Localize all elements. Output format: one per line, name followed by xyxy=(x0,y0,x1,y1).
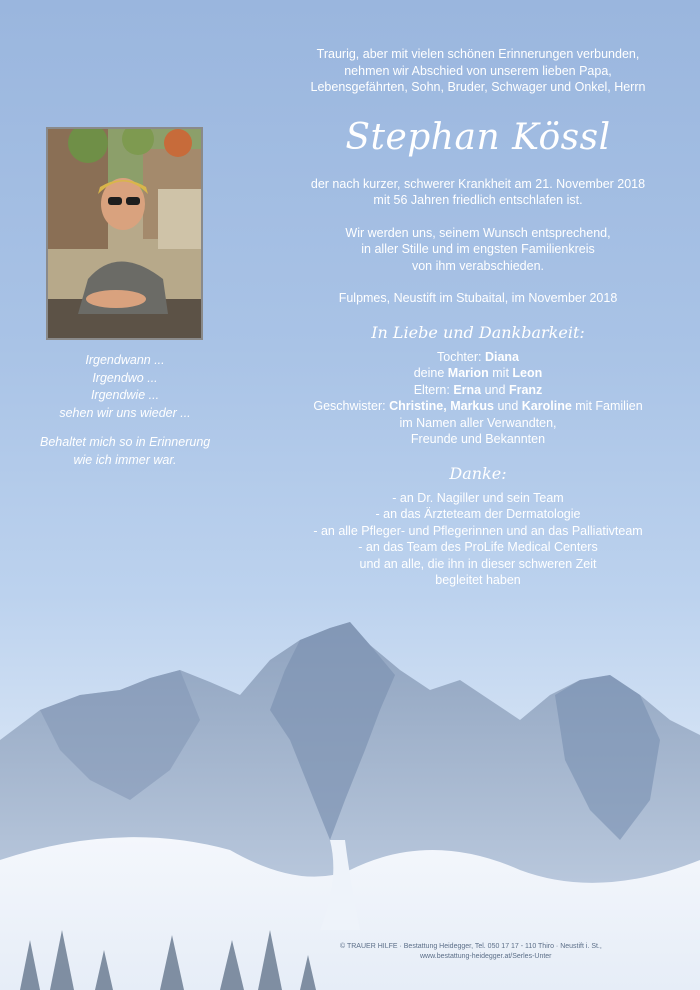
death-notice-line: mit 56 Jahren friedlich entschlafen ist. xyxy=(373,193,583,207)
family-relatives: im Namen aller Verwandten, xyxy=(399,415,557,430)
farewell-line: in aller Stille und im engsten Familienkreis xyxy=(361,242,595,256)
family-name: Diana xyxy=(484,349,519,364)
family-label: und xyxy=(481,382,509,397)
poem-line: Irgendwie ... xyxy=(90,388,160,402)
family-label: deine xyxy=(413,366,448,380)
poem-line: sehen wir uns wieder ... xyxy=(59,405,191,420)
thanks-line: - an das Team des ProLife Medical Centers xyxy=(358,540,598,554)
footer-line: www.bestattung-heidegger.at/Serles-Unter xyxy=(420,953,552,960)
death-notice-line: der nach kurzer, schwerer Krankheit am 21. November 2018 xyxy=(310,176,646,191)
poem-line: Behaltet mich so in Erinnerung xyxy=(40,435,211,449)
thanks-line: und an alle, die ihn in dieser schweren Zeit xyxy=(359,556,597,571)
family-label: Geschwister: xyxy=(313,399,390,413)
intro-line: Traurig, aber mit vielen schönen Erinnerungen verbunden, xyxy=(316,47,640,61)
family-friends: Freunde und Bekannten xyxy=(410,432,546,446)
poem-line: Irgendwo ... xyxy=(92,370,158,385)
family-daughter xyxy=(288,349,668,366)
love-heading: In Liebe und Dankbarkeit: xyxy=(371,322,585,342)
family-label: und xyxy=(493,399,522,413)
family-label: mit xyxy=(488,366,513,380)
intro-paragraph xyxy=(288,46,668,96)
family-label: Eltern: xyxy=(413,382,454,397)
family-name: Marion xyxy=(447,366,489,380)
family-parents xyxy=(288,382,668,399)
thanks-line: - an Dr. Nagiller und sein Team xyxy=(392,490,564,505)
death-notice-paragraph xyxy=(288,176,668,209)
family-label: mit Familien xyxy=(571,399,643,413)
family-list xyxy=(288,349,668,448)
thanks-line: - an das Ärzteteam der Dermatologie xyxy=(375,507,581,521)
family-name: Karoline xyxy=(521,399,572,413)
thanks-list xyxy=(288,490,668,589)
family-siblings xyxy=(288,398,668,415)
thanks-line: begleitet haben xyxy=(435,573,521,587)
family-label: Tochter: xyxy=(437,349,485,364)
thanks-line: - an alle Pfleger- und Pflegerinnen und an das Palliativteam xyxy=(313,523,643,538)
family-son xyxy=(288,365,668,382)
footer-line: © TRAUER HILFE · Bestattung Heidegger, Tel. 050 17 17 - 110 Thiro · Neustift i. St., xyxy=(340,943,602,950)
thanks-heading: Danke: xyxy=(449,463,507,483)
place-date: Fulpmes, Neustift im Stubaital, im November 2018 xyxy=(338,291,618,305)
poem-section xyxy=(40,352,210,469)
farewell-paragraph xyxy=(288,225,668,275)
mountain-landscape-image xyxy=(0,600,700,990)
family-name: Erna xyxy=(453,382,482,397)
family-name: Leon xyxy=(512,366,543,380)
portrait-photo xyxy=(46,127,203,340)
notice-text xyxy=(288,46,668,589)
intro-line: Lebensgefährten, Sohn, Bruder, Schwager und Onkel, Herrn xyxy=(310,80,646,94)
farewell-line: Wir werden uns, seinem Wunsch entsprechend, xyxy=(345,225,611,240)
deceased-name: Stephan Kössl xyxy=(345,116,611,158)
poem-line: Irgendwann ... xyxy=(85,353,165,367)
family-name: Christine, Markus xyxy=(389,399,494,413)
farewell-line: von ihm verabschieden. xyxy=(411,258,545,273)
family-name: Franz xyxy=(508,382,543,397)
funeral-home-footer xyxy=(340,942,700,962)
poem-line: wie ich immer war. xyxy=(73,452,177,467)
intro-line: nehmen wir Abschied von unserem lieben Papa, xyxy=(344,63,612,78)
